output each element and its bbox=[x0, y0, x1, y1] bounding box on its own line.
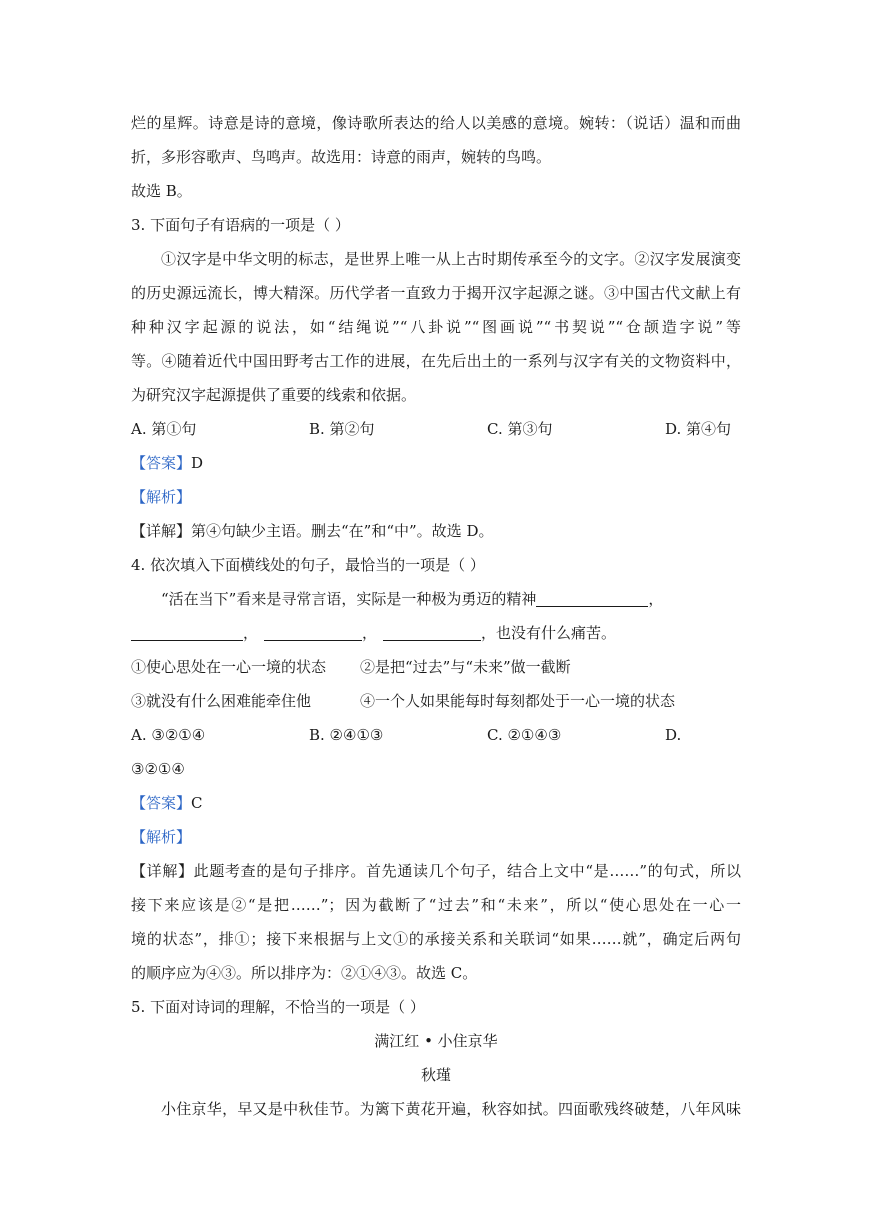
detail-4: 接下来应该是②“是把……”；因为截断了“过去”和“未来”，所以“使心思处在一心一 bbox=[131, 896, 741, 914]
choice-row bbox=[131, 657, 741, 677]
question-3: 3. 下面句子有语病的一项是（ ） bbox=[131, 216, 350, 234]
question-5: 5. 下面对诗词的理解，不恰当的一项是（ ） bbox=[131, 998, 425, 1016]
option-b: B. ②④①③ bbox=[309, 726, 384, 744]
text-line: 故选 B。 bbox=[131, 182, 192, 200]
passage-line: 的历史源远流长，博大精深。历代学者一直致力于揭开汉字起源之谜。③中国古代文献上有 bbox=[131, 284, 741, 302]
option-d: D. 第④句 bbox=[665, 420, 732, 438]
passage-line: ①汉字是中华文明的标志，是世界上唯一从上古时期传承至今的文字。②汉字发展演变 bbox=[161, 250, 741, 268]
option-c: C. 第③句 bbox=[487, 420, 553, 438]
fill-sentence-line bbox=[161, 589, 741, 609]
text-line: 烂的星辉。诗意是诗的意境，像诗歌所表达的给人以美感的意境。婉转：（说话）温和而曲 bbox=[131, 114, 741, 132]
detail-4: 的顺序应为④③。所以排序为：②①④③。故选 C。 bbox=[131, 964, 478, 982]
detail-4 bbox=[131, 861, 741, 881]
poem-title: 满江红 • 小住京华 bbox=[374, 1032, 498, 1050]
passage-line: 等。④随着近代中国田野考古工作的进展，在先后出土的一系列与汉字有关的文物资料中， bbox=[131, 352, 741, 370]
answer-tag: 【答案】 bbox=[131, 454, 192, 472]
fill-sep: ， bbox=[243, 624, 259, 642]
question-3-options bbox=[131, 419, 741, 439]
answer-3 bbox=[131, 453, 741, 473]
option-a: A. ③②①④ bbox=[131, 726, 206, 744]
analysis-tag: 【解析】 bbox=[131, 488, 192, 506]
passage-line: 种种汉字起源的说法，如“结绳说”“八卦说”“图画说”“书契说”“仓颉造字说”等 bbox=[131, 318, 741, 336]
answer-4 bbox=[131, 793, 741, 813]
choice-3: ③就没有什么困难能牵住他 bbox=[131, 692, 312, 710]
fill-sentence-line bbox=[131, 623, 741, 643]
fill-blank bbox=[264, 626, 362, 641]
detail-4: 境的状态”，排①；接下来根据与上文①的承接关系和关联词“如果……就”，确定后两句 bbox=[131, 930, 741, 948]
option-d-value: ③②①④ bbox=[131, 760, 185, 778]
fill-blank bbox=[383, 626, 481, 641]
answer-tag: 【答案】 bbox=[131, 794, 192, 812]
fill-blank bbox=[536, 592, 648, 607]
choice-2: ②是把“过去”与“未来”做一截断 bbox=[360, 658, 571, 676]
question-4: 4. 依次填入下面横线处的句子，最恰当的一项是（ ） bbox=[131, 556, 485, 574]
option-c: C. ②①④③ bbox=[487, 726, 562, 744]
fill-sep: ， bbox=[648, 590, 664, 608]
option-b: B. 第②句 bbox=[309, 420, 375, 438]
fill-sentence-end: ，也没有什么痛苦。 bbox=[481, 624, 617, 642]
choice-1: ①使心思处在一心一境的状态 bbox=[131, 658, 327, 676]
choice-4: ④一个人如果能每时每刻都处于一心一境的状态 bbox=[360, 692, 676, 710]
answer-value: D bbox=[191, 454, 204, 472]
analysis-tag: 【解析】 bbox=[131, 828, 192, 846]
detail-3: 【详解】第④句缺少主语。删去“在”和“中”。故选 D。 bbox=[131, 522, 494, 540]
fill-sentence-text: “活在当下”看来是寻常言语，实际是一种极为勇迈的精神 bbox=[161, 590, 537, 608]
detail-text: 【详解】此题考查的是句子排序。首先通读几个句子，结合上文中“是……”的句式，所以 bbox=[131, 862, 741, 880]
option-d: D. bbox=[665, 726, 682, 744]
option-a: A. 第①句 bbox=[131, 420, 197, 438]
fill-sep: ， bbox=[362, 624, 378, 642]
choice-row bbox=[131, 691, 741, 711]
text-line: 折，多形容歌声、鸟鸣声。故选用：诗意的雨声，婉转的鸟鸣。 bbox=[131, 148, 552, 166]
poem-line: 小住京华，早又是中秋佳节。为篱下黄花开遍，秋容如拭。四面歌残终破楚，八年风味 bbox=[161, 1100, 741, 1118]
fill-blank bbox=[131, 626, 243, 641]
passage-line: 为研究汉字起源提供了重要的线索和依据。 bbox=[131, 386, 417, 404]
question-4-options bbox=[131, 725, 741, 745]
answer-value: C bbox=[191, 794, 203, 812]
poem-author: 秋瑾 bbox=[420, 1066, 451, 1084]
